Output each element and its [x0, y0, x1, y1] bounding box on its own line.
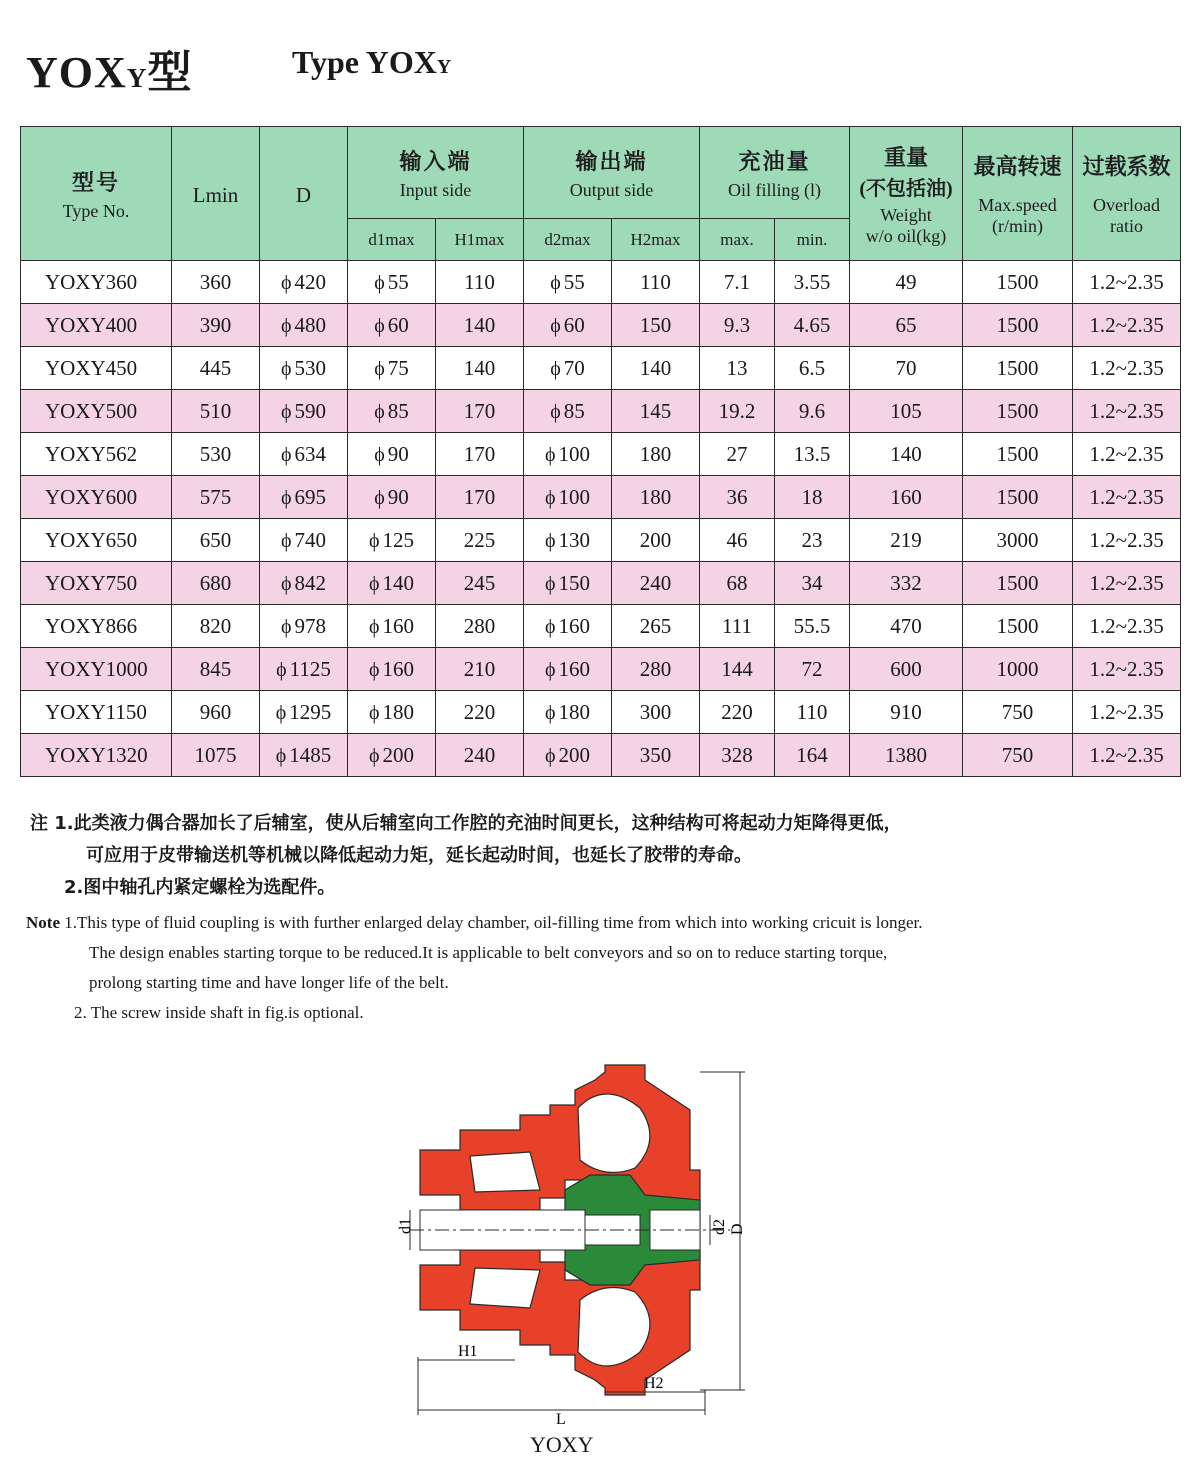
table-cell: 1380 — [850, 734, 963, 777]
table-row — [21, 261, 1181, 304]
table-cell: YOXY1000 — [21, 648, 172, 691]
diameter-symbol: ϕ — [374, 486, 385, 509]
table-cell: ϕ 740 — [260, 519, 348, 562]
table-cell: 145 — [612, 390, 700, 433]
table-cell: 600 — [850, 648, 963, 691]
table-row — [21, 347, 1181, 390]
table-cell: 1500 — [963, 433, 1073, 476]
table-cell: 4.65 — [775, 304, 850, 347]
diameter-symbol: ϕ — [275, 701, 287, 724]
table-cell: 36 — [700, 476, 775, 519]
diameter-symbol: ϕ — [545, 529, 556, 552]
diameter-symbol: ϕ — [368, 701, 380, 724]
table-cell: 225 — [436, 519, 524, 562]
table-cell: 1.2~2.35 — [1073, 562, 1181, 605]
note-label: Note — [26, 913, 60, 932]
table-cell: 280 — [436, 605, 524, 648]
table-row — [21, 476, 1181, 519]
table-cell: ϕ 695 — [260, 476, 348, 519]
diameter-symbol: ϕ — [550, 314, 561, 337]
table-cell: ϕ 1295 — [260, 691, 348, 734]
table-cell: 470 — [850, 605, 963, 648]
diameter-symbol: ϕ — [280, 271, 292, 294]
table-cell: 1.2~2.35 — [1073, 433, 1181, 476]
table-cell: ϕ 530 — [260, 347, 348, 390]
table-cell: YOXY400 — [21, 304, 172, 347]
note-en-line: 2. The screw inside shaft in fig.is optional. — [74, 1003, 364, 1022]
label-D: D — [729, 1223, 746, 1235]
table-cell: 70 — [850, 347, 963, 390]
table-cell: 265 — [612, 605, 700, 648]
spec-table-body — [21, 261, 1181, 777]
diameter-symbol: ϕ — [368, 529, 380, 552]
diameter-symbol: ϕ — [550, 271, 561, 294]
diameter-symbol: ϕ — [280, 443, 292, 466]
table-cell: 390 — [172, 304, 260, 347]
table-cell: 1.2~2.35 — [1073, 519, 1181, 562]
table-cell: 1.2~2.35 — [1073, 648, 1181, 691]
table-row — [21, 734, 1181, 777]
table-row — [21, 605, 1181, 648]
table-cell: 164 — [775, 734, 850, 777]
table-cell: ϕ 125 — [348, 519, 436, 562]
table-cell: ϕ 160 — [524, 648, 612, 691]
diameter-symbol: ϕ — [280, 357, 292, 380]
header-d1: d1max — [348, 219, 436, 261]
table-cell: 200 — [612, 519, 700, 562]
table-cell: ϕ 85 — [348, 390, 436, 433]
table-cell: 1.2~2.35 — [1073, 476, 1181, 519]
table-cell: 180 — [612, 476, 700, 519]
table-cell: 110 — [612, 261, 700, 304]
header-oil-min: min. — [775, 219, 850, 261]
header-weight: 重量 (不包括油) Weight w/o oil(kg) — [850, 127, 963, 261]
table-cell: 1.2~2.35 — [1073, 734, 1181, 777]
table-cell: ϕ 420 — [260, 261, 348, 304]
header-d2: d2max — [524, 219, 612, 261]
notes-english — [26, 908, 923, 1028]
label-H1: H1 — [458, 1343, 478, 1360]
table-cell: ϕ 70 — [524, 347, 612, 390]
table-cell: 240 — [436, 734, 524, 777]
table-cell: ϕ 75 — [348, 347, 436, 390]
table-cell: ϕ 60 — [524, 304, 612, 347]
table-cell: 19.2 — [700, 390, 775, 433]
diameter-symbol: ϕ — [550, 400, 561, 423]
table-cell: 140 — [612, 347, 700, 390]
table-cell: ϕ 90 — [348, 433, 436, 476]
note-cn-line: 2.图中轴孔内紧定螺栓为选配件。 — [64, 877, 336, 898]
note-en-line: The design enables starting torque to be reduced.It is applicable to belt conveyors and so on to reduce starting torque, — [89, 943, 888, 962]
table-cell: YOXY650 — [21, 519, 172, 562]
table-cell: 1.2~2.35 — [1073, 347, 1181, 390]
table-cell: 170 — [436, 433, 524, 476]
table-cell: 144 — [700, 648, 775, 691]
table-cell: ϕ 130 — [524, 519, 612, 562]
header-output: 输出端 Output side — [524, 127, 700, 219]
table-cell: 650 — [172, 519, 260, 562]
label-d2: d2 — [711, 1219, 728, 1235]
table-row — [21, 433, 1181, 476]
table-row — [21, 691, 1181, 734]
table-cell: 1500 — [963, 347, 1073, 390]
diameter-symbol: ϕ — [280, 314, 292, 337]
table-cell: 170 — [436, 476, 524, 519]
table-cell: ϕ 200 — [524, 734, 612, 777]
header-type: 型号 Type No. — [21, 127, 172, 261]
table-cell: YOXY1320 — [21, 734, 172, 777]
table-cell: 170 — [436, 390, 524, 433]
table-cell: ϕ 160 — [348, 605, 436, 648]
label-L: L — [556, 1411, 566, 1428]
table-cell: 1500 — [963, 562, 1073, 605]
table-cell: 160 — [850, 476, 963, 519]
diameter-symbol: ϕ — [374, 314, 385, 337]
table-cell: 332 — [850, 562, 963, 605]
table-cell: 1500 — [963, 476, 1073, 519]
table-cell: YOXY500 — [21, 390, 172, 433]
table-cell: 820 — [172, 605, 260, 648]
table-cell: 575 — [172, 476, 260, 519]
table-cell: 27 — [700, 433, 775, 476]
diameter-symbol: ϕ — [545, 744, 556, 767]
diameter-symbol: ϕ — [550, 357, 561, 380]
header-d: D — [260, 127, 348, 261]
table-row — [21, 390, 1181, 433]
table-cell: 1500 — [963, 261, 1073, 304]
table-cell: ϕ 180 — [524, 691, 612, 734]
header-lmin: Lmin — [172, 127, 260, 261]
table-cell: YOXY562 — [21, 433, 172, 476]
table-cell: 210 — [436, 648, 524, 691]
table-cell: 960 — [172, 691, 260, 734]
diameter-symbol: ϕ — [374, 443, 385, 466]
table-cell: 220 — [700, 691, 775, 734]
table-cell: 23 — [775, 519, 850, 562]
label-d1: d1 — [397, 1218, 414, 1234]
table-cell: 140 — [436, 347, 524, 390]
table-cell: 111 — [700, 605, 775, 648]
table-cell: 140 — [436, 304, 524, 347]
table-cell: 1.2~2.35 — [1073, 261, 1181, 304]
table-cell: ϕ 85 — [524, 390, 612, 433]
table-cell: 750 — [963, 734, 1073, 777]
table-cell: 140 — [850, 433, 963, 476]
table-cell: 1.2~2.35 — [1073, 605, 1181, 648]
table-cell: ϕ 590 — [260, 390, 348, 433]
diameter-symbol: ϕ — [368, 572, 380, 595]
table-cell: 910 — [850, 691, 963, 734]
header-h2: H2max — [612, 219, 700, 261]
header-h1: H1max — [436, 219, 524, 261]
table-cell: ϕ 60 — [348, 304, 436, 347]
label-H2: H2 — [644, 1375, 664, 1392]
spec-table — [20, 126, 1181, 777]
coupling-drawing — [397, 1060, 800, 1430]
table-cell: 9.3 — [700, 304, 775, 347]
table-cell: 1.2~2.35 — [1073, 691, 1181, 734]
table-cell: ϕ 55 — [524, 261, 612, 304]
diagram-caption: YOXY — [530, 1432, 594, 1457]
table-cell: ϕ 480 — [260, 304, 348, 347]
table-cell: ϕ 842 — [260, 562, 348, 605]
diameter-symbol: ϕ — [368, 744, 380, 767]
table-cell: 150 — [612, 304, 700, 347]
table-cell: 7.1 — [700, 261, 775, 304]
table-cell: 68 — [700, 562, 775, 605]
table-cell: 1.2~2.35 — [1073, 390, 1181, 433]
diameter-symbol: ϕ — [545, 658, 556, 681]
table-cell: 845 — [172, 648, 260, 691]
diameter-symbol: ϕ — [545, 701, 556, 724]
notes-chinese — [30, 808, 902, 904]
table-cell: 18 — [775, 476, 850, 519]
table-cell: 1.2~2.35 — [1073, 304, 1181, 347]
table-cell: 49 — [850, 261, 963, 304]
table-cell: 328 — [700, 734, 775, 777]
table-cell: ϕ 1485 — [260, 734, 348, 777]
table-cell: ϕ 1125 — [260, 648, 348, 691]
diameter-symbol: ϕ — [374, 357, 385, 380]
table-cell: ϕ 180 — [348, 691, 436, 734]
table-cell: ϕ 140 — [348, 562, 436, 605]
table-cell: ϕ 100 — [524, 433, 612, 476]
note-en-line: Note 1.This type of fluid coupling is with further enlarged delay chamber, oil-filling time from which into working cricuit is longer. — [26, 913, 923, 932]
table-cell: 510 — [172, 390, 260, 433]
table-cell: ϕ 90 — [348, 476, 436, 519]
table-cell: 1075 — [172, 734, 260, 777]
diameter-symbol: ϕ — [545, 615, 556, 638]
table-cell: 13 — [700, 347, 775, 390]
table-cell: 280 — [612, 648, 700, 691]
table-cell: 65 — [850, 304, 963, 347]
table-row — [21, 519, 1181, 562]
diameter-symbol: ϕ — [280, 400, 292, 423]
table-cell: ϕ 160 — [348, 648, 436, 691]
table-cell: 219 — [850, 519, 963, 562]
note-cn-line: 可应用于皮带输送机等机械以降低起动力矩，延长起动时间，也延长了胶带的寿命。 — [86, 845, 752, 866]
table-cell: 34 — [775, 562, 850, 605]
table-cell: 445 — [172, 347, 260, 390]
diameter-symbol: ϕ — [275, 744, 287, 767]
diameter-symbol: ϕ — [545, 572, 556, 595]
table-cell: 750 — [963, 691, 1073, 734]
table-cell: 350 — [612, 734, 700, 777]
table-cell: 72 — [775, 648, 850, 691]
table-cell: 6.5 — [775, 347, 850, 390]
diameter-symbol: ϕ — [368, 658, 380, 681]
table-cell: YOXY450 — [21, 347, 172, 390]
table-cell: YOXY1150 — [21, 691, 172, 734]
table-cell: 240 — [612, 562, 700, 605]
table-cell: 1500 — [963, 390, 1073, 433]
table-cell: ϕ 100 — [524, 476, 612, 519]
table-cell: 13.5 — [775, 433, 850, 476]
table-cell: YOXY866 — [21, 605, 172, 648]
table-cell: ϕ 634 — [260, 433, 348, 476]
table-cell: 1500 — [963, 304, 1073, 347]
table-cell: YOXY750 — [21, 562, 172, 605]
diameter-symbol: ϕ — [280, 529, 292, 552]
diameter-symbol: ϕ — [374, 271, 385, 294]
table-cell: 220 — [436, 691, 524, 734]
table-cell: 360 — [172, 261, 260, 304]
table-cell: 3000 — [963, 519, 1073, 562]
table-cell: 3.55 — [775, 261, 850, 304]
table-cell: YOXY600 — [21, 476, 172, 519]
header-oil: 充油量 Oil filling (l) — [700, 127, 850, 219]
diameter-symbol: ϕ — [280, 486, 292, 509]
table-cell: 105 — [850, 390, 963, 433]
table-cell: ϕ 150 — [524, 562, 612, 605]
page-title-en: Type YOXY — [292, 44, 452, 80]
diameter-symbol: ϕ — [280, 615, 292, 638]
diameter-symbol: ϕ — [276, 658, 287, 681]
table-cell: 245 — [436, 562, 524, 605]
diameter-symbol: ϕ — [374, 400, 385, 423]
table-row — [21, 562, 1181, 605]
table-cell: YOXY360 — [21, 261, 172, 304]
header-oil-max: max. — [700, 219, 775, 261]
diameter-symbol: ϕ — [280, 572, 292, 595]
table-cell: 1500 — [963, 605, 1073, 648]
note-en-line: prolong starting time and have longer life of the belt. — [89, 973, 449, 992]
table-cell: 9.6 — [775, 390, 850, 433]
table-row — [21, 648, 1181, 691]
table-cell: ϕ 200 — [348, 734, 436, 777]
table-cell: 180 — [612, 433, 700, 476]
table-cell: ϕ 55 — [348, 261, 436, 304]
header-speed: 最高转速 Max.speed (r/min) — [963, 127, 1073, 261]
table-cell: 110 — [436, 261, 524, 304]
header-ratio: 过载系数 Overload ratio — [1073, 127, 1181, 261]
table-cell: 1000 — [963, 648, 1073, 691]
table-cell: 110 — [775, 691, 850, 734]
table-cell: 55.5 — [775, 605, 850, 648]
diameter-symbol: ϕ — [368, 615, 380, 638]
table-cell: 680 — [172, 562, 260, 605]
table-row — [21, 304, 1181, 347]
table-cell: ϕ 160 — [524, 605, 612, 648]
diameter-symbol: ϕ — [545, 486, 556, 509]
table-cell: ϕ 978 — [260, 605, 348, 648]
note-cn-line: 注 1.此类液力偶合器加长了后辅室，使从后辅室向工作腔的充油时间更长，这种结构可将起动力矩降得更低， — [30, 813, 902, 834]
table-cell: 530 — [172, 433, 260, 476]
header-input: 输入端 Input side — [348, 127, 524, 219]
table-cell: 46 — [700, 519, 775, 562]
table-cell: 300 — [612, 691, 700, 734]
diameter-symbol: ϕ — [545, 443, 556, 466]
page-title-cn: YOXY型 — [26, 48, 193, 97]
